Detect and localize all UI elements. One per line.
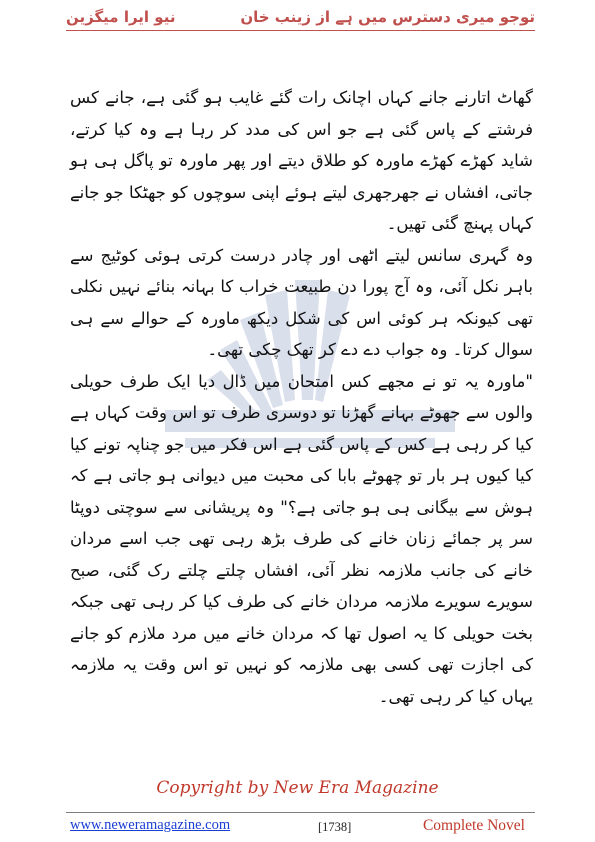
- body-paragraph-3: "ماورہ یہ تو نے مجھے کس امتحان میں ڈال دیا ایک طرف حویلی والوں سے جھوٹے بہانے گھڑنا تو دوسری طرف تو اس وقت کہاں ہے کیا کر رہی ہے کس کے پاس گئی ہے اس فکر میں جو چناپہ تونے کیا کیا کیوں ہر بار تو چھوٹے بابا کی محبت میں دیوانی ہو جاتی ہے کہ ہوش سے بیگانی ہی ہو جاتی ہے؟" وہ پریشانی سے سوچتی دوپٹا سر پر جمائے زنان خانے کی طرف بڑھ رہی تھی جب اسے مردان خانے کی جانب ملازمہ نظر آئی، افشاں چلتے چلتے رک گئی، صبح سویرے سویرے ملازمہ مردان خانے کی طرف کیا کر رہی تھی جبکہ بخت حویلی کا یہ اصول تھا کہ مردان خانے میں مرد ملازم کو جانے کی اجازت تھی کسی بھی ملازمہ کو نہیں تو اس وقت یہ ملازمہ یہاں کیا کر رہی تھی۔: [70, 371, 533, 706]
- novel-body-text: [70, 82, 533, 712]
- website-link[interactable]: www.neweramagazine.com: [70, 817, 231, 833]
- novel-title-header: توجو میری دسترس میں ہے از زینب خان: [240, 8, 535, 26]
- header-divider: [66, 30, 535, 31]
- body-paragraph-1: گھاٹ اتارنے جانے کہاں اچانک رات گئے غایب ہو گئی ہے، جانے کس فرشتے کے پاس گئی ہے جو اس کی مدد کر رہا ہے وہ کیا کرتے، شاید کھڑے کھڑے ماورہ کو طلاق دیتے اور پھر ماورہ تو پاگل ہی ہو جاتی، افشاں نے جھرجھری لیتے ہوئے اپنی سوچوں کو جھٹکا جو جانے کہاں پہنچ گئی تھیں۔: [70, 88, 533, 233]
- complete-novel-label: Complete Novel: [422, 817, 525, 834]
- footer-divider: [66, 812, 535, 813]
- page-number: [1738]: [318, 820, 352, 834]
- copyright-notice: Copyright by New Era Magazine: [156, 778, 439, 798]
- body-paragraph-2: وہ گہری سانس لیتے اٹھی اور چادر درست کرتی ہوئی کوٹیج سے باہر نکل آئی، وہ آج پورا دن طبیعت خراب کا بہانہ بنائے نہیں نکلی تھی کیونکہ ہر کوئی اس کی شکل دیکھ ماورہ کے حوالے سے ہی سوال کرتا۔ وہ جواب دے دے کر تھک چکی تھی۔: [70, 245, 533, 359]
- magazine-brand-header: نیو ایرا میگزین: [66, 8, 176, 26]
